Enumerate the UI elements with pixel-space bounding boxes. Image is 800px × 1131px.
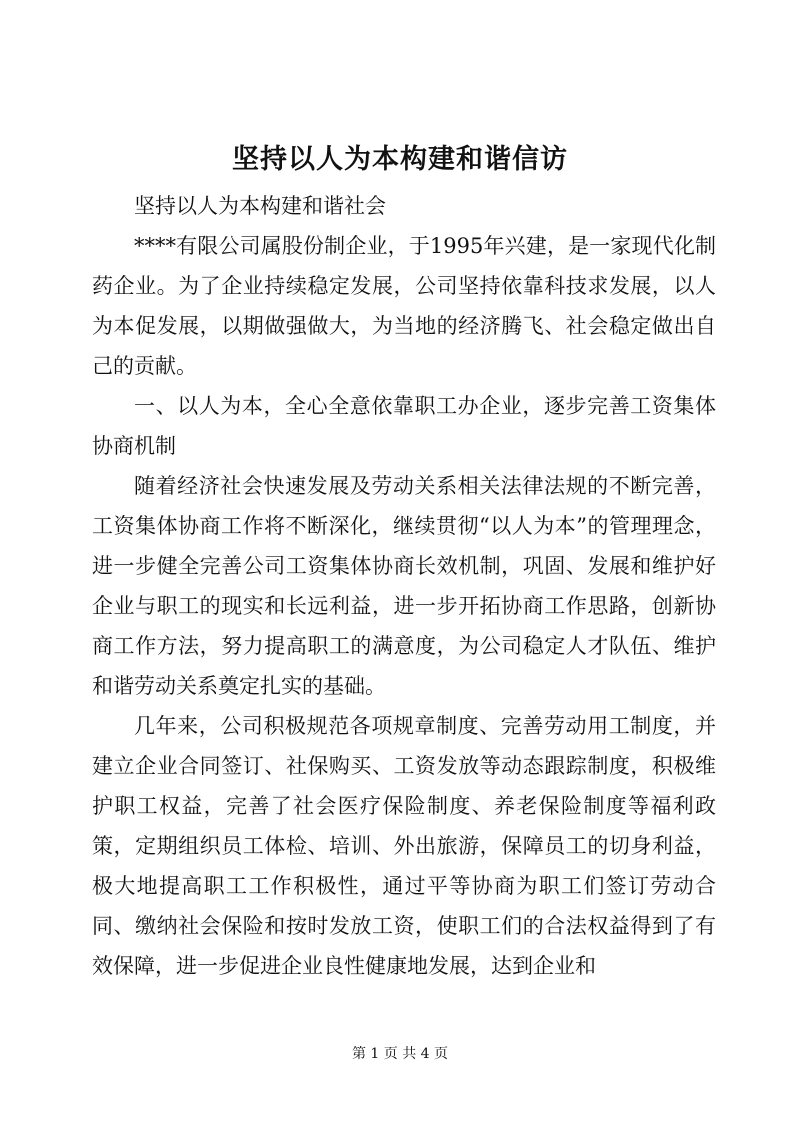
paragraph-wage-negotiation: 随着经济社会快速发展及劳动关系相关法律法规的不断完善，工资集体协商工作将不断深化，继续贯彻“以人为本”的管理理念，进一步健全完善公司工资集体协商长效机制，巩固、发展和维护好企业与职工的现实和长远利益，进一步开拓协商工作思路，创新协商工作方法，努力提高职工的满意度，为公司稳定人才队伍、维护和谐劳动关系奠定扎实的基础。 — [92, 474, 716, 698]
paragraph-subtitle: 坚持以人为本构建和谐社会 — [134, 194, 386, 218]
paragraph-section-heading: 一、以人为本，全心全意依靠职工办企业，逐步完善工资集体协商机制 — [92, 394, 716, 458]
page-footer: 第 1 页 共 4 页 — [351, 1046, 449, 1062]
paragraph-intro: ****有限公司属股份制企业，于1995年兴建，是一家现代化制药企业。为了企业持续稳定发展，公司坚持依靠科技求发展，以人为本促发展，以期做强做大，为当地的经济腾飞、社会稳定做出自己的贡献。 — [92, 234, 716, 378]
document-title: 坚持以人为本构建和谐信访 — [232, 144, 568, 175]
paragraph-recent-years: 几年来，公司积极规范各项规章制度、完善劳动用工制度，并建立企业合同签订、社保购买、工资发放等动态跟踪制度，积极维护职工权益，完善了社会医疗保险制度、养老保险制度等福利政策，定期组织员工体检、培训、外出旅游，保障员工的切身利益，极大地提高职工工作积极性，通过平等协商为职工们签订劳动合同、缴纳社会保险和按时发放工资，使职工们的合法权益得到了有效保障，进一步促进企业良性健康地发展，达到企业和 — [92, 714, 716, 978]
document-body — [92, 186, 716, 986]
